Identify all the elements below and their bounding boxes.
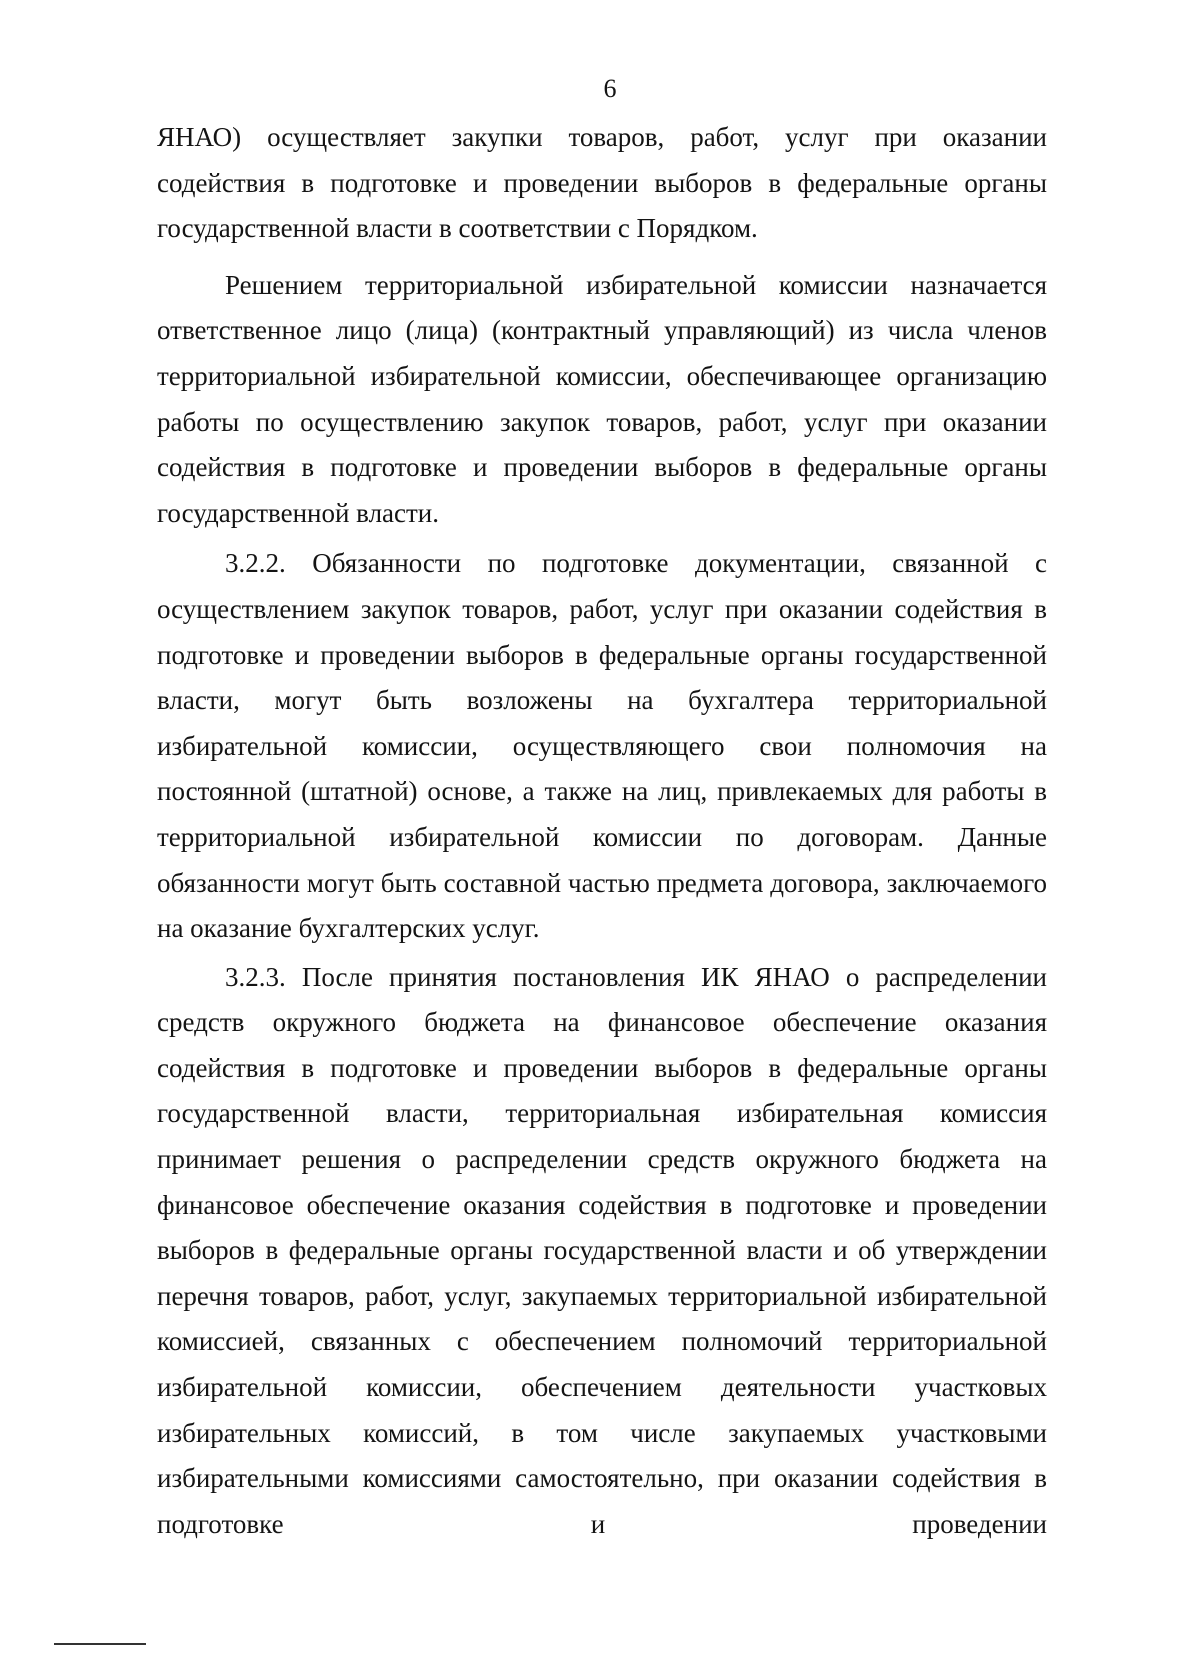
- paragraph-continuation: ЯНАО) осуществляет закупки товаров, работ, услуг при оказании содействия в подготовке и проведении выборов в федеральные органы государственной власти в соответствии с Порядком.: [157, 122, 1047, 244]
- document-body: [157, 115, 1047, 1547]
- paragraph-3-2-2: 3.2.2. Обязанности по подготовке документации, связанной с осуществлением закупок товаров, работ, услуг при оказании содействия в подготовке и проведении выборов в федеральные органы государственной власти, могут быть возложены на бухгалтера территориальной избирательной комиссии, осуществляющего свои полномочия на постоянной (штатной) основе, а также на лиц, привлекаемых для работы в территориальной избирательной комиссии по договорам. Данные обязанности могут быть составной частью предмета договора, заключаемого на оказание бухгалтерских услуг.: [157, 548, 1047, 944]
- paragraph-contract-manager: Решением территориальной избирательной комиссии назначается ответственное лицо (лица) (контрактный управляющий) из числа членов территориальной избирательной комиссии, обеспечивающее организацию работы по осуществлению закупок товаров, работ, услуг при оказании содействия в подготовке и проведении выборов в федеральные органы государственной власти.: [157, 269, 1047, 528]
- paragraph-3-2-3: 3.2.3. После принятия постановления ИК ЯНАО о распределении средств окружного бюджета на финансовое обеспечение оказания содействия в подготовке и проведении выборов в федеральные органы государственной власти, территориальная избирательная комиссия принимает решения о распределении средств окружного бюджета на финансовое обеспечение оказания содействия в подготовке и проведении выборов в федеральные органы государственной власти и об утверждении перечня товаров, работ, услуг, закупаемых территориальной избирательной комиссией, связанных с обеспечением полномочий территориальной избирательной комиссии, обеспечением деятельности участковых избирательных комиссий, в том числе закупаемых участковыми избирательными комиссиями самостоятельно, при оказании содействия в подготовке и проведении: [157, 961, 1047, 1539]
- footer-rule: [54, 1643, 146, 1645]
- page-number: 6: [603, 74, 617, 103]
